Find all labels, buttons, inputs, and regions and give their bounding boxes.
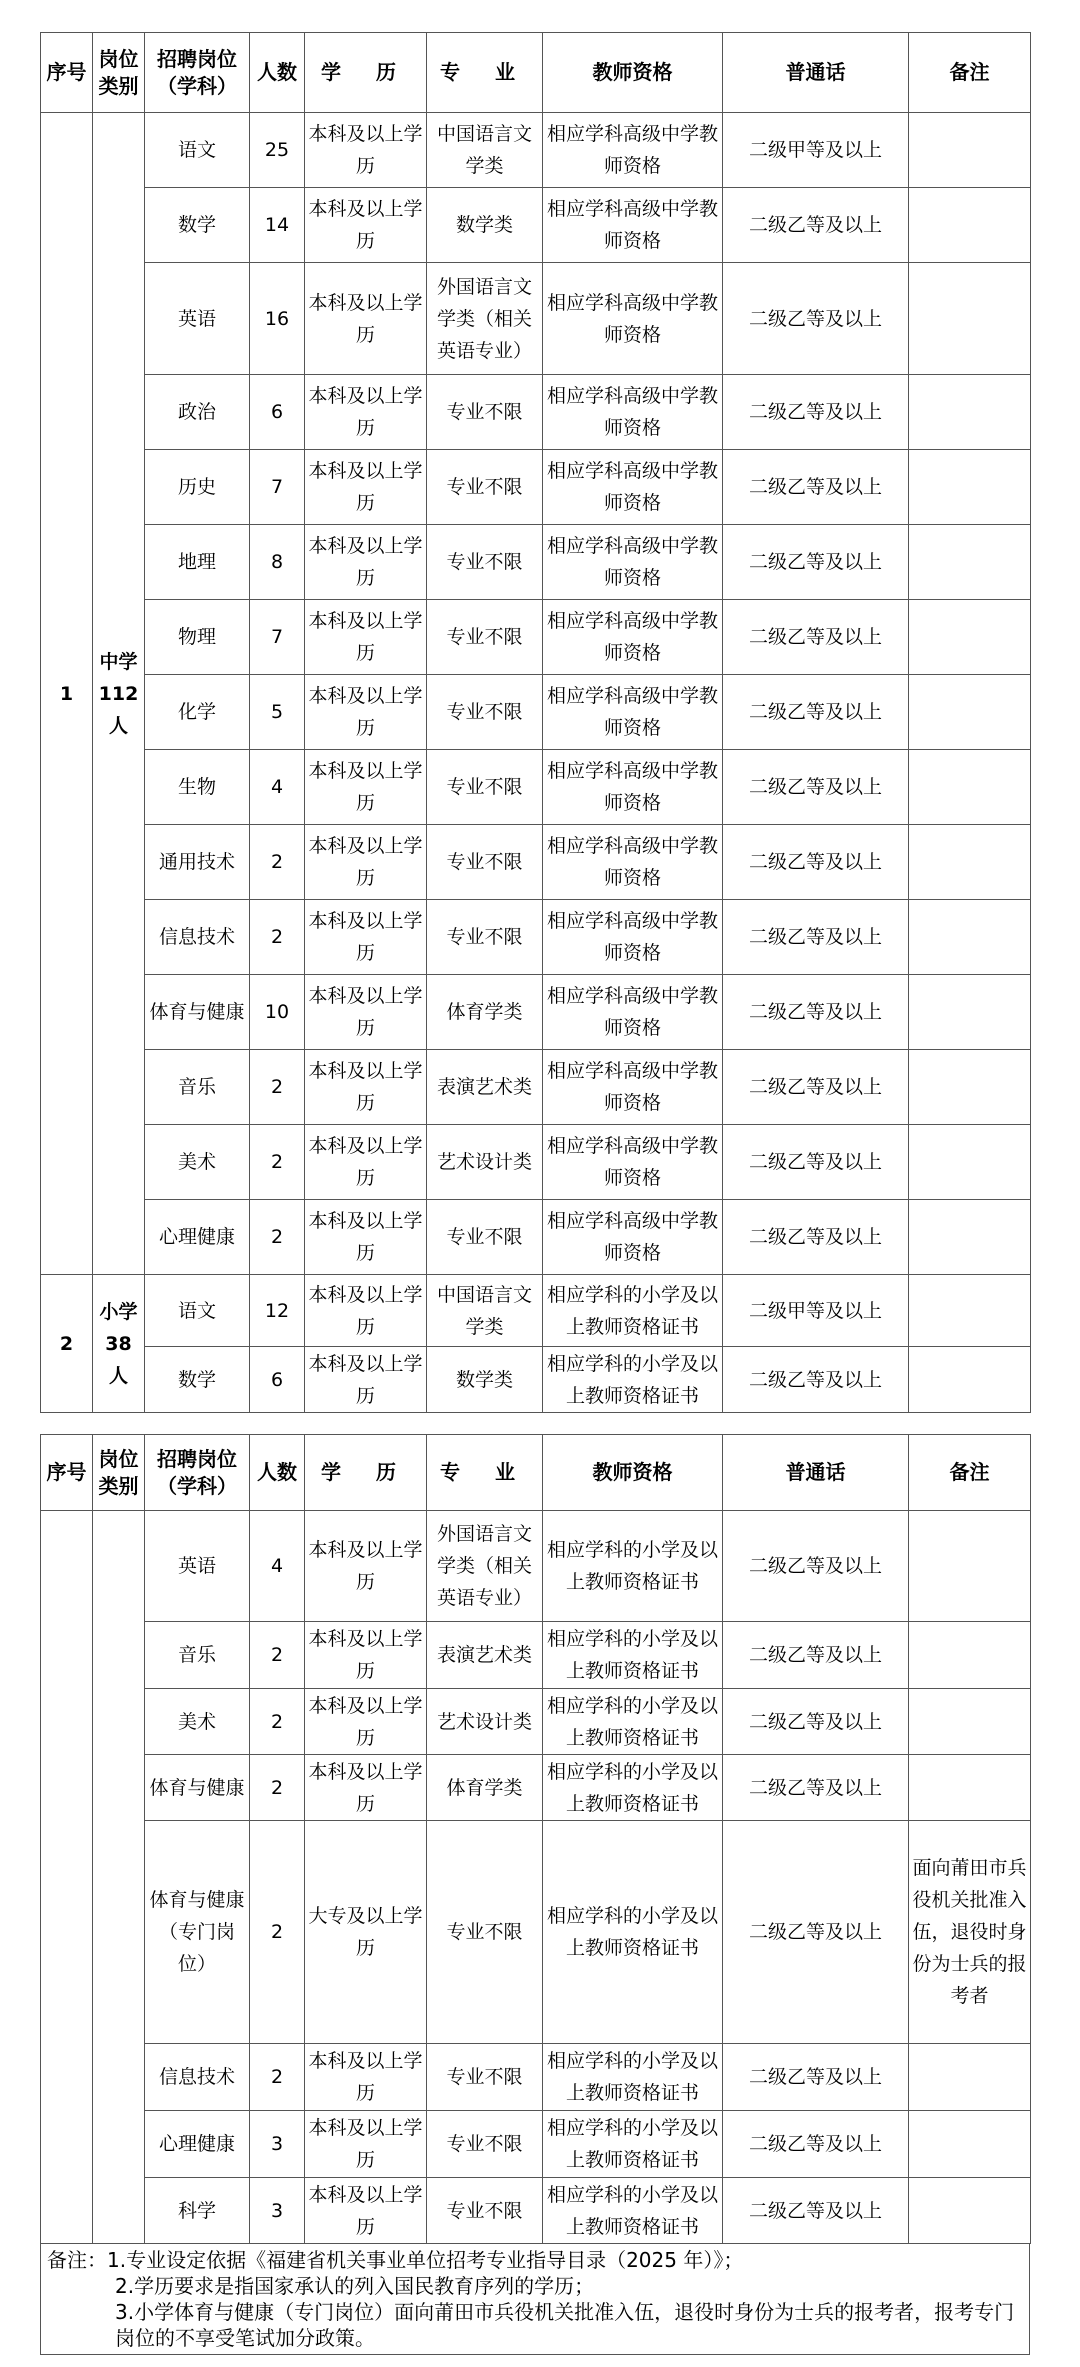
cell-major: 专业不限 (427, 450, 543, 525)
cell-subject: 语文 (145, 113, 250, 188)
cell-remark (909, 375, 1031, 450)
cell-count: 2 (250, 1689, 305, 1755)
header-major: 专 业 (427, 33, 543, 113)
cell-major: 数学类 (427, 1347, 543, 1413)
cell-major: 中国语言文学类 (427, 113, 543, 188)
cell-subject: 语文 (145, 1275, 250, 1347)
cell-qualification: 相应学科的小学及以上教师资格证书 (543, 1755, 723, 1821)
cell-qualification: 相应学科的小学及以上教师资格证书 (543, 1347, 723, 1413)
cell-count: 2 (250, 825, 305, 900)
cell-major: 专业不限 (427, 525, 543, 600)
cell-remark (909, 600, 1031, 675)
cell-count: 7 (250, 600, 305, 675)
cell-major: 表演艺术类 (427, 1050, 543, 1125)
table-row (41, 113, 1031, 188)
cell-mandarin: 二级乙等及以上 (723, 1511, 909, 1622)
notes-section (40, 2243, 1030, 2355)
cell-remark (909, 2044, 1031, 2111)
cell-mandarin: 二级甲等及以上 (723, 1275, 909, 1347)
cell-subject: 体育与健康 (145, 1755, 250, 1821)
header-major: 专 业 (427, 1435, 543, 1511)
cell-education: 本科及以上学历 (305, 1200, 427, 1275)
table-header-row (41, 1435, 1031, 1511)
cell-count: 6 (250, 1347, 305, 1413)
cell-qualification: 相应学科的小学及以上教师资格证书 (543, 1511, 723, 1622)
cell-education: 本科及以上学历 (305, 1347, 427, 1413)
cell-remark (909, 2111, 1031, 2178)
note-line-3: 3.小学体育与健康（专门岗位）面向莆田市兵役机关批准入伍，退役时身份为士兵的报考者，报考专门岗位的不享受笔试加分政策。 (115, 2300, 1015, 2350)
cell-count: 12 (250, 1275, 305, 1347)
cell-qualification: 相应学科高级中学教师资格 (543, 900, 723, 975)
cell-mandarin: 二级乙等及以上 (723, 1050, 909, 1125)
cell-education: 本科及以上学历 (305, 1050, 427, 1125)
cell-major: 专业不限 (427, 2111, 543, 2178)
cell-remark (909, 2178, 1031, 2244)
cell-subject: 化学 (145, 675, 250, 750)
cell-education: 本科及以上学历 (305, 525, 427, 600)
cell-major: 专业不限 (427, 675, 543, 750)
cell-remark (909, 1511, 1031, 1622)
cell-mandarin: 二级乙等及以上 (723, 675, 909, 750)
cell-education: 本科及以上学历 (305, 900, 427, 975)
cell-major: 艺术设计类 (427, 1689, 543, 1755)
table-row (41, 600, 1031, 675)
table-row (41, 900, 1031, 975)
cell-mandarin: 二级乙等及以上 (723, 525, 909, 600)
cell-qualification: 相应学科的小学及以上教师资格证书 (543, 2044, 723, 2111)
cell-count: 25 (250, 113, 305, 188)
cell-count: 10 (250, 975, 305, 1050)
cell-qualification: 相应学科的小学及以上教师资格证书 (543, 2178, 723, 2244)
cell-major: 中国语言文学类 (427, 1275, 543, 1347)
cell-count: 2 (250, 1755, 305, 1821)
table-row (41, 975, 1031, 1050)
cell-education: 本科及以上学历 (305, 1275, 427, 1347)
cell-major: 专业不限 (427, 2178, 543, 2244)
cell-qualification: 相应学科高级中学教师资格 (543, 600, 723, 675)
table-row (41, 1275, 1031, 1347)
cell-remark (909, 1200, 1031, 1275)
cell-remark (909, 900, 1031, 975)
cell-mandarin: 二级乙等及以上 (723, 450, 909, 525)
cell-education: 本科及以上学历 (305, 1511, 427, 1622)
header-count: 人数 (250, 1435, 305, 1511)
cell-mandarin: 二级乙等及以上 (723, 1125, 909, 1200)
cell-category (93, 1511, 145, 2244)
cell-seq (41, 1511, 93, 2244)
cell-seq: 2 (41, 1275, 93, 1413)
cell-subject: 英语 (145, 263, 250, 375)
cell-subject: 美术 (145, 1125, 250, 1200)
cell-count: 4 (250, 1511, 305, 1622)
cell-qualification: 相应学科高级中学教师资格 (543, 1050, 723, 1125)
cell-major: 专业不限 (427, 750, 543, 825)
cell-major: 外国语言文学类（相关英语专业） (427, 263, 543, 375)
cell-subject: 信息技术 (145, 2044, 250, 2111)
cell-major: 专业不限 (427, 1821, 543, 2044)
cell-qualification: 相应学科高级中学教师资格 (543, 1125, 723, 1200)
cell-remark (909, 750, 1031, 825)
header-position: 招聘岗位（学科） (145, 1435, 250, 1511)
cell-remark (909, 825, 1031, 900)
cell-qualification: 相应学科高级中学教师资格 (543, 375, 723, 450)
table-row (41, 375, 1031, 450)
header-position: 招聘岗位（学科） (145, 33, 250, 113)
table-row (41, 1125, 1031, 1200)
cell-subject: 政治 (145, 375, 250, 450)
cell-subject: 地理 (145, 525, 250, 600)
cell-subject: 物理 (145, 600, 250, 675)
cell-count: 2 (250, 900, 305, 975)
cell-education: 本科及以上学历 (305, 750, 427, 825)
cell-mandarin: 二级甲等及以上 (723, 113, 909, 188)
cell-subject: 生物 (145, 750, 250, 825)
cell-major: 数学类 (427, 188, 543, 263)
cell-remark: 面向莆田市兵役机关批准入伍，退役时身份为士兵的报考者 (909, 1821, 1031, 2044)
cell-qualification: 相应学科高级中学教师资格 (543, 750, 723, 825)
cell-subject: 信息技术 (145, 900, 250, 975)
cell-remark (909, 1347, 1031, 1413)
cell-mandarin: 二级乙等及以上 (723, 975, 909, 1050)
header-mandarin: 普通话 (723, 33, 909, 113)
cell-mandarin: 二级乙等及以上 (723, 1622, 909, 1689)
cell-major: 体育学类 (427, 1755, 543, 1821)
table-row (41, 1755, 1031, 1821)
cell-subject: 历史 (145, 450, 250, 525)
table-row (41, 2111, 1031, 2178)
table-row (41, 1689, 1031, 1755)
cell-remark (909, 113, 1031, 188)
cell-count: 14 (250, 188, 305, 263)
cell-qualification: 相应学科高级中学教师资格 (543, 1200, 723, 1275)
cell-major: 艺术设计类 (427, 1125, 543, 1200)
cell-category: 小学38人 (93, 1275, 145, 1413)
cell-subject: 美术 (145, 1689, 250, 1755)
cell-education: 本科及以上学历 (305, 675, 427, 750)
cell-mandarin: 二级乙等及以上 (723, 263, 909, 375)
recruitment-table-page-2 (40, 1434, 1031, 2244)
cell-mandarin: 二级乙等及以上 (723, 750, 909, 825)
cell-mandarin: 二级乙等及以上 (723, 1347, 909, 1413)
cell-education: 本科及以上学历 (305, 263, 427, 375)
header-qualification: 教师资格 (543, 1435, 723, 1511)
header-mandarin: 普通话 (723, 1435, 909, 1511)
table-row (41, 188, 1031, 263)
cell-major: 表演艺术类 (427, 1622, 543, 1689)
cell-count: 2 (250, 1821, 305, 2044)
cell-subject: 音乐 (145, 1622, 250, 1689)
cell-subject: 数学 (145, 188, 250, 263)
cell-education: 本科及以上学历 (305, 2178, 427, 2244)
cell-count: 2 (250, 1125, 305, 1200)
cell-mandarin: 二级乙等及以上 (723, 600, 909, 675)
table-row (41, 2044, 1031, 2111)
cell-qualification: 相应学科高级中学教师资格 (543, 450, 723, 525)
header-education: 学 历 (305, 33, 427, 113)
cell-major: 体育学类 (427, 975, 543, 1050)
cell-mandarin: 二级乙等及以上 (723, 1821, 909, 2044)
cell-subject: 心理健康 (145, 2111, 250, 2178)
cell-education: 本科及以上学历 (305, 113, 427, 188)
cell-mandarin: 二级乙等及以上 (723, 825, 909, 900)
cell-count: 3 (250, 2178, 305, 2244)
cell-qualification: 相应学科的小学及以上教师资格证书 (543, 1689, 723, 1755)
cell-qualification: 相应学科的小学及以上教师资格证书 (543, 1275, 723, 1347)
cell-seq: 1 (41, 113, 93, 1275)
table-row (41, 825, 1031, 900)
cell-mandarin: 二级乙等及以上 (723, 2111, 909, 2178)
cell-qualification: 相应学科高级中学教师资格 (543, 188, 723, 263)
cell-qualification: 相应学科高级中学教师资格 (543, 525, 723, 600)
cell-education: 本科及以上学历 (305, 975, 427, 1050)
cell-remark (909, 188, 1031, 263)
cell-remark (909, 675, 1031, 750)
cell-mandarin: 二级乙等及以上 (723, 1755, 909, 1821)
cell-remark (909, 1050, 1031, 1125)
cell-category: 中学112人 (93, 113, 145, 1275)
cell-qualification: 相应学科高级中学教师资格 (543, 675, 723, 750)
cell-qualification: 相应学科高级中学教师资格 (543, 113, 723, 188)
cell-education: 本科及以上学历 (305, 1125, 427, 1200)
table-row (41, 1821, 1031, 2044)
cell-remark (909, 450, 1031, 525)
cell-education: 本科及以上学历 (305, 1689, 427, 1755)
cell-subject: 体育与健康（专门岗位） (145, 1821, 250, 2044)
cell-mandarin: 二级乙等及以上 (723, 900, 909, 975)
cell-count: 8 (250, 525, 305, 600)
header-category: 岗位类别 (93, 33, 145, 113)
cell-qualification: 相应学科的小学及以上教师资格证书 (543, 1821, 723, 2044)
table-row (41, 675, 1031, 750)
table-row (41, 525, 1031, 600)
table-row (41, 1347, 1031, 1413)
cell-remark (909, 1125, 1031, 1200)
header-remark: 备注 (909, 1435, 1031, 1511)
cell-count: 7 (250, 450, 305, 525)
cell-subject: 科学 (145, 2178, 250, 2244)
cell-count: 6 (250, 375, 305, 450)
cell-remark (909, 1275, 1031, 1347)
cell-education: 本科及以上学历 (305, 1622, 427, 1689)
cell-qualification: 相应学科高级中学教师资格 (543, 975, 723, 1050)
cell-education: 本科及以上学历 (305, 1755, 427, 1821)
cell-education: 本科及以上学历 (305, 375, 427, 450)
cell-major: 专业不限 (427, 600, 543, 675)
table-row (41, 450, 1031, 525)
table-row (41, 1050, 1031, 1125)
cell-count: 4 (250, 750, 305, 825)
cell-qualification: 相应学科高级中学教师资格 (543, 263, 723, 375)
cell-education: 本科及以上学历 (305, 450, 427, 525)
cell-count: 2 (250, 1622, 305, 1689)
note-line-1: 备注：1.专业设定依据《福建省机关事业单位招考专业指导目录（2025 年）》； (47, 2248, 744, 2272)
recruitment-table-page-1 (40, 32, 1031, 1413)
cell-count: 2 (250, 2044, 305, 2111)
cell-mandarin: 二级乙等及以上 (723, 2044, 909, 2111)
cell-qualification: 相应学科的小学及以上教师资格证书 (543, 1622, 723, 1689)
table-row (41, 1511, 1031, 1622)
table-row (41, 2178, 1031, 2244)
cell-major: 专业不限 (427, 900, 543, 975)
cell-education: 本科及以上学历 (305, 600, 427, 675)
cell-subject: 英语 (145, 1511, 250, 1622)
cell-count: 16 (250, 263, 305, 375)
cell-remark (909, 263, 1031, 375)
cell-count: 5 (250, 675, 305, 750)
table-header-row (41, 33, 1031, 113)
cell-remark (909, 1622, 1031, 1689)
cell-major: 专业不限 (427, 1200, 543, 1275)
note-line-2: 2.学历要求是指国家承认的列入国民教育序列的学历； (115, 2274, 595, 2298)
cell-qualification: 相应学科高级中学教师资格 (543, 825, 723, 900)
cell-education: 本科及以上学历 (305, 825, 427, 900)
cell-education: 本科及以上学历 (305, 188, 427, 263)
cell-subject: 数学 (145, 1347, 250, 1413)
cell-mandarin: 二级乙等及以上 (723, 2178, 909, 2244)
header-seq: 序号 (41, 1435, 93, 1511)
cell-remark (909, 975, 1031, 1050)
cell-subject: 通用技术 (145, 825, 250, 900)
cell-education: 本科及以上学历 (305, 2111, 427, 2178)
cell-education: 大专及以上学历 (305, 1821, 427, 2044)
cell-count: 2 (250, 1200, 305, 1275)
cell-major: 外国语言文学类（相关英语专业） (427, 1511, 543, 1622)
cell-subject: 音乐 (145, 1050, 250, 1125)
table-row (41, 263, 1031, 375)
cell-qualification: 相应学科的小学及以上教师资格证书 (543, 2111, 723, 2178)
cell-major: 专业不限 (427, 375, 543, 450)
cell-remark (909, 1689, 1031, 1755)
header-seq: 序号 (41, 33, 93, 113)
table-row (41, 750, 1031, 825)
cell-major: 专业不限 (427, 2044, 543, 2111)
cell-mandarin: 二级乙等及以上 (723, 1200, 909, 1275)
cell-education: 本科及以上学历 (305, 2044, 427, 2111)
table-row (41, 1622, 1031, 1689)
cell-mandarin: 二级乙等及以上 (723, 1689, 909, 1755)
cell-mandarin: 二级乙等及以上 (723, 188, 909, 263)
table-row (41, 1200, 1031, 1275)
header-count: 人数 (250, 33, 305, 113)
header-remark: 备注 (909, 33, 1031, 113)
cell-count: 2 (250, 1050, 305, 1125)
cell-remark (909, 525, 1031, 600)
header-education: 学 历 (305, 1435, 427, 1511)
header-qualification: 教师资格 (543, 33, 723, 113)
cell-subject: 体育与健康 (145, 975, 250, 1050)
header-category: 岗位类别 (93, 1435, 145, 1511)
cell-mandarin: 二级乙等及以上 (723, 375, 909, 450)
cell-count: 3 (250, 2111, 305, 2178)
cell-major: 专业不限 (427, 825, 543, 900)
cell-remark (909, 1755, 1031, 1821)
cell-subject: 心理健康 (145, 1200, 250, 1275)
